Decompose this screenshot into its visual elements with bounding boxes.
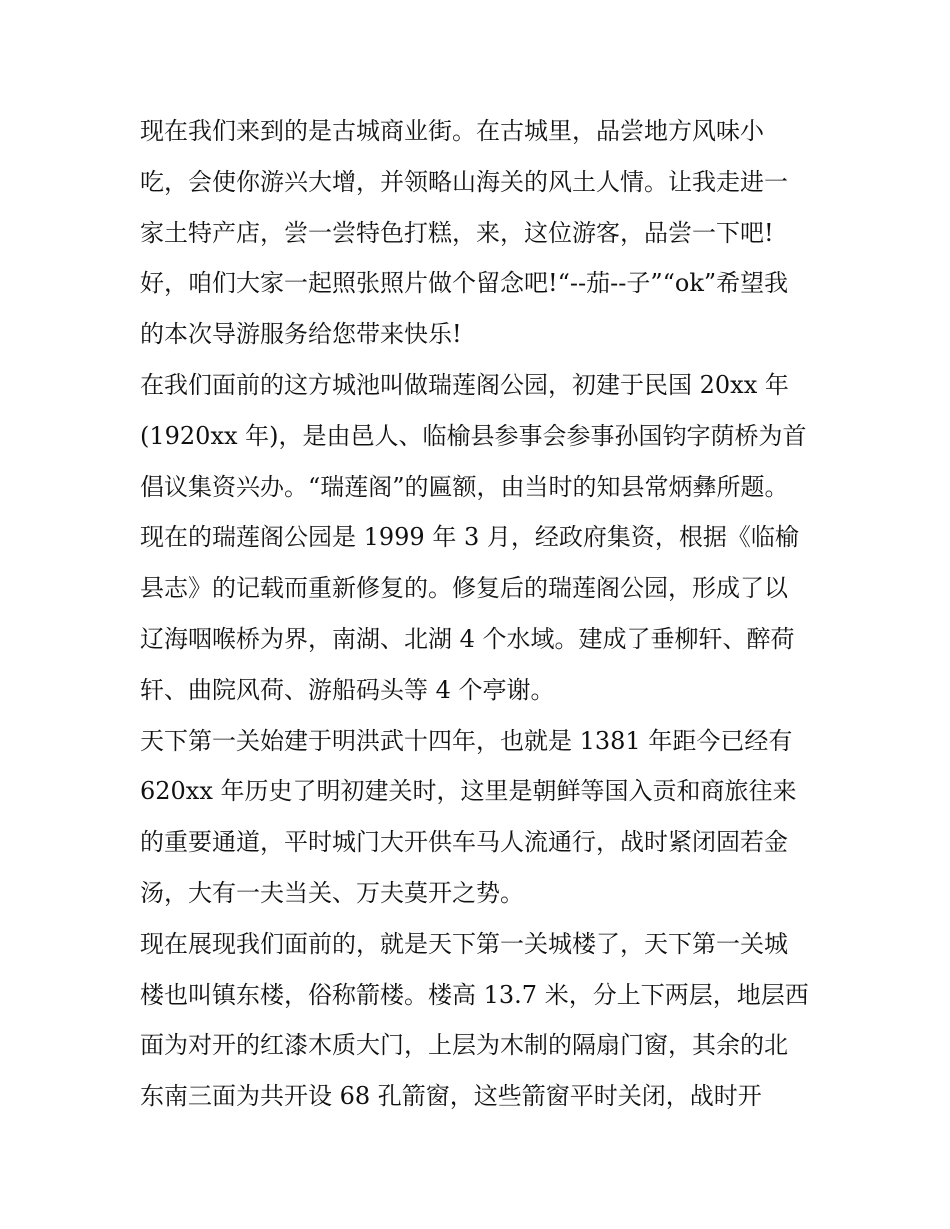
- text-line: 现在展现我们面前的，就是天下第一关城楼了，天下第一关城: [140, 929, 788, 958]
- text-line: 轩、曲院风荷、游船码头等 4 个亭谢。: [140, 675, 555, 704]
- text-line: 好，咱们大家一起照张照片做个留念吧!“--茄--子”“ok”希望我: [140, 269, 789, 298]
- text-line: 县志》的记载而重新修复的。修复后的瑞莲阁公园，形成了以: [140, 574, 788, 603]
- text-line: 现在的瑞莲阁公园是 1999 年 3 月，经政府集资，根据《临榆: [140, 523, 799, 552]
- text-line: 倡议集资兴办。“瑞莲阁”的匾额，由当时的知县常炳彝所题。: [140, 472, 789, 501]
- text-line: 面为对开的红漆木质大门，上层为木制的隔扇门窗，其余的北: [140, 1031, 788, 1060]
- document-body: [140, 106, 812, 1122]
- text-line: 现在我们来到的是古城商业街。在古城里，品尝地方风味小: [140, 117, 764, 145]
- text-line: 家土特产店，尝一尝特色打糕，来，这位游客，品尝一下吧!: [140, 218, 774, 247]
- text-line: 天下第一关始建于明洪武十四年，也就是 1381 年距今已经有: [140, 726, 793, 755]
- text-line: 的本次导游服务给您带来快乐!: [140, 320, 462, 349]
- text-line: 汤，大有一夫当关、万夫莫开之势。: [140, 878, 524, 907]
- text-line: 的重要通道，平时城门大开供车马人流通行，战时紧闭固若金: [140, 828, 788, 857]
- text-line: (1920xx 年)，是由邑人、临榆县参事会参事孙国钧字荫桥为首: [140, 421, 807, 450]
- text-line: 辽海咽喉桥为界，南湖、北湖 4 个水域。建成了垂柳轩、醉荷: [140, 624, 795, 653]
- text-line: 在我们面前的这方城池叫做瑞莲阁公园，初建于民国 20xx 年: [140, 370, 789, 399]
- text-line: 楼也叫镇东楼，俗称箭楼。楼高 13.7 米，分上下两层，地层西: [140, 980, 809, 1009]
- text-line: 东南三面为共开设 68 孔箭窗，这些箭窗平时关闭，战时开: [140, 1082, 762, 1111]
- text-line: 620xx 年历史了明初建关时，这里是朝鲜等国入贡和商旅往来: [140, 777, 797, 806]
- text-line: 吃，会使你游兴大增，并领略山海关的风土人情。让我走进一: [140, 167, 788, 196]
